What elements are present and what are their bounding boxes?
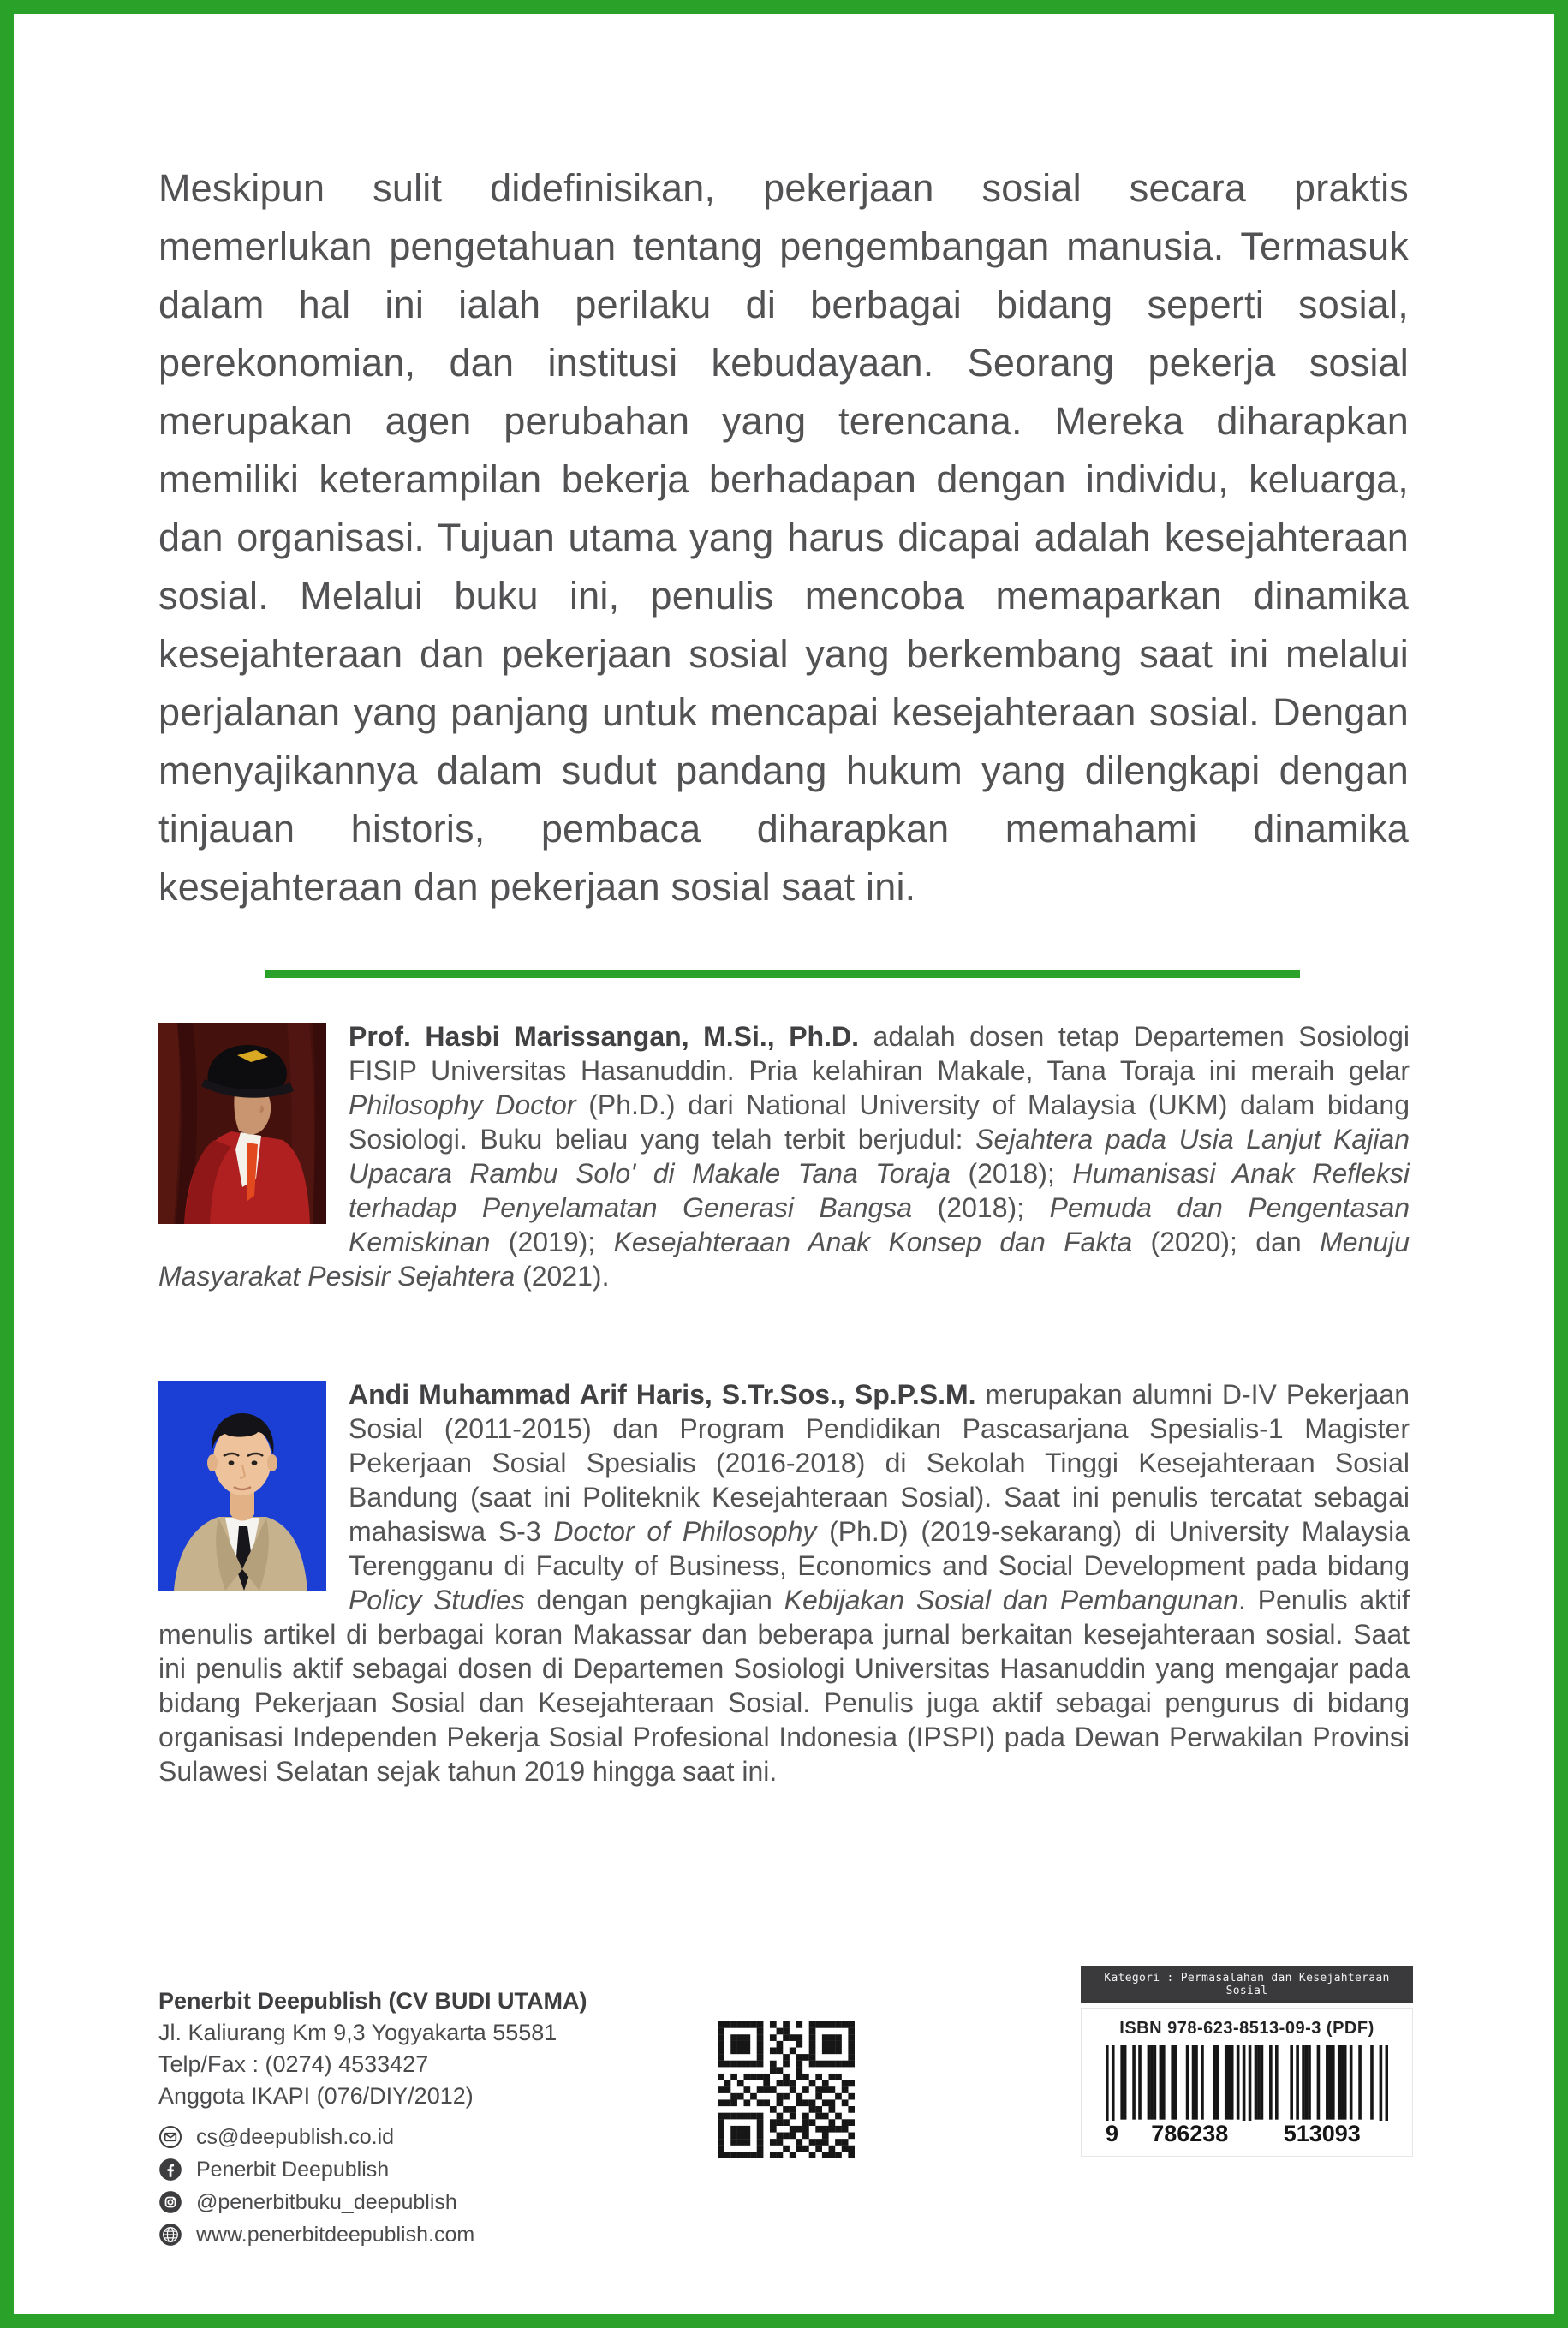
green-divider: [265, 970, 1300, 978]
globe-icon: [158, 2223, 182, 2247]
facebook-icon: [158, 2158, 182, 2182]
qr-code: [718, 2021, 855, 2158]
isbn-number: ISBN 978-623-8513-09-3 (PDF): [1119, 2019, 1374, 2038]
synopsis-paragraph: Meskipun sulit didefinisikan, pekerjaan sosial secara praktis memerlukan pengetahuan tentang pengembangan manusia. Termasuk dalam hal ini ialah perilaku di berbagai bidang seperti sosial, perekonomian, dan institusi kebudayaan. Seorang pekerja sosial merupakan agen perubahan yang terencana. Mereka diharapkan memiliki keterampilan bekerja berhadapan dengan individu, keluarga, dan organisasi. Tujuan utama yang harus dicapai adalah kesejahteraan sosial. Melalui buku ini, penulis mencoba memaparkan dinamika kesejahteraan dan pekerjaan sosial yang berkembang saat ini melalui perjalanan yang panjang untuk mencapai kesejahteraan sosial. Dengan menyajikannya dalam sudut pandang hukum yang dilengkapi dengan tinjauan historis, pembaca diharapkan memahami dinamika kesejahteraan dan pekerjaan sosial saat ini.: [158, 166, 1409, 909]
contact-email: [158, 2121, 638, 2153]
contact-facebook-text: Penerbit Deepublish: [196, 2158, 390, 2182]
contact-email-text: cs@deepublish.co.id: [196, 2125, 395, 2149]
contact-instagram-text: @penerbitbuku_deepublish: [196, 2190, 457, 2214]
barcode-digit-group: 513093: [1256, 2121, 1388, 2147]
contact-website-text: www.penerbitdeepublish.com: [196, 2223, 475, 2247]
contact-facebook: [158, 2153, 638, 2186]
author-bio-arif: [158, 1377, 1410, 1788]
publisher-name: Penerbit Deepublish (CV BUDI UTAMA): [158, 1988, 587, 2014]
publisher-phone: Telp/Fax : (0274) 4533427: [158, 2051, 429, 2077]
author-bio-hasbi-text: Prof. Hasbi Marissangan, M.Si., Ph.D. adalah dosen tetap Departemen Sosiologi FISIP Universitas Hasanuddin. Pria kelahiran Makale, Tana Toraja ini meraih gelar Philosophy Doctor (Ph.D.) dari National University of Malaysia (UKM) dalam bidang Sosiologi. Buku beliau yang telah terbit berjudul: Sejahtera pada Usia Lanjut Kajian Upacara Rambu Solo' di Makale Tana Toraja (2018); Humanisasi Anak Refleksi terhadap Penyelamatan Generasi Bangsa (2018); Pemuda dan Pengentasan Kemiskinan (2019); Kesejahteraan Anak Konsep dan Fakta (2020); dan Menuju Masyarakat Pesisir Sejahtera (2021).: [158, 1021, 1410, 1292]
email-icon: [158, 2125, 182, 2149]
barcode-digit-group: 9: [1106, 2121, 1124, 2147]
publisher-contacts: [158, 2121, 638, 2251]
author-photo-arif: [158, 1381, 326, 1591]
publisher-address: Jl. Kaliurang Km 9,3 Yogyakarta 55581: [158, 2020, 557, 2045]
barcode-digit-group: 786238: [1124, 2121, 1255, 2147]
author-bio-hasbi: [158, 1019, 1410, 1293]
contact-instagram: [158, 2186, 638, 2218]
author-photo-hasbi: [158, 1023, 326, 1224]
author-bio-arif-text: Andi Muhammad Arif Haris, S.Tr.Sos., Sp.P.S.M. merupakan alumni D-IV Pekerjaan Sosial (2011-2015) dan Program Pendidikan Pascasarjana Spesialis-1 Magister Pekerjaan Sosial Spesialis (2016-2018) di Sekolah Tinggi Kesejahteraan Sosial Bandung (saat ini Politeknik Kesejahteraan Sosial). Saat ini penulis tercatat sebagai mahasiswa S-3 Doctor of Philosophy (Ph.D) (2019-sekarang) di University Malaysia Terengganu di Faculty of Business, Economics and Social Development pada bidang Policy Studies dengan pengkajian Kebijakan Sosial dan Pembangunan. Penulis aktif menulis artikel di berbagai koran Makassar dan beberapa jurnal berkaitan kesejahteraan sosial. Saat ini penulis aktif sebagai dosen di Departemen Sosiologi Universitas Hasanuddin yang mengajar pada bidang Pekerjaan Sosial dan Kesejahteraan Sosial. Penulis juga aktif sebagai pengurus di bidang organisasi Independen Pekerja Sosial Profesional Indonesia (IPSPI) pada Dewan Perwakilan Provinsi Sulawesi Selatan sejak tahun 2019 hingga saat ini.: [158, 1379, 1410, 1787]
category-bar: Kategori : Permasalahan dan Kesejahteraan Sosial: [1081, 1966, 1413, 2003]
contact-website: [158, 2218, 638, 2251]
id-portrait-illustration: [158, 1381, 326, 1591]
instagram-icon: [158, 2190, 182, 2214]
isbn-barcode-block: [1081, 1966, 1413, 2157]
publisher-ikapi: Anggota IKAPI (076/DIY/2012): [158, 2083, 474, 2109]
barcode-bars: [1106, 2045, 1388, 2131]
barcode-digits: [1106, 2121, 1388, 2147]
publisher-info: [158, 1985, 638, 2251]
academic-portrait-illustration: [158, 1023, 326, 1224]
isbn-box: [1081, 2008, 1413, 2157]
